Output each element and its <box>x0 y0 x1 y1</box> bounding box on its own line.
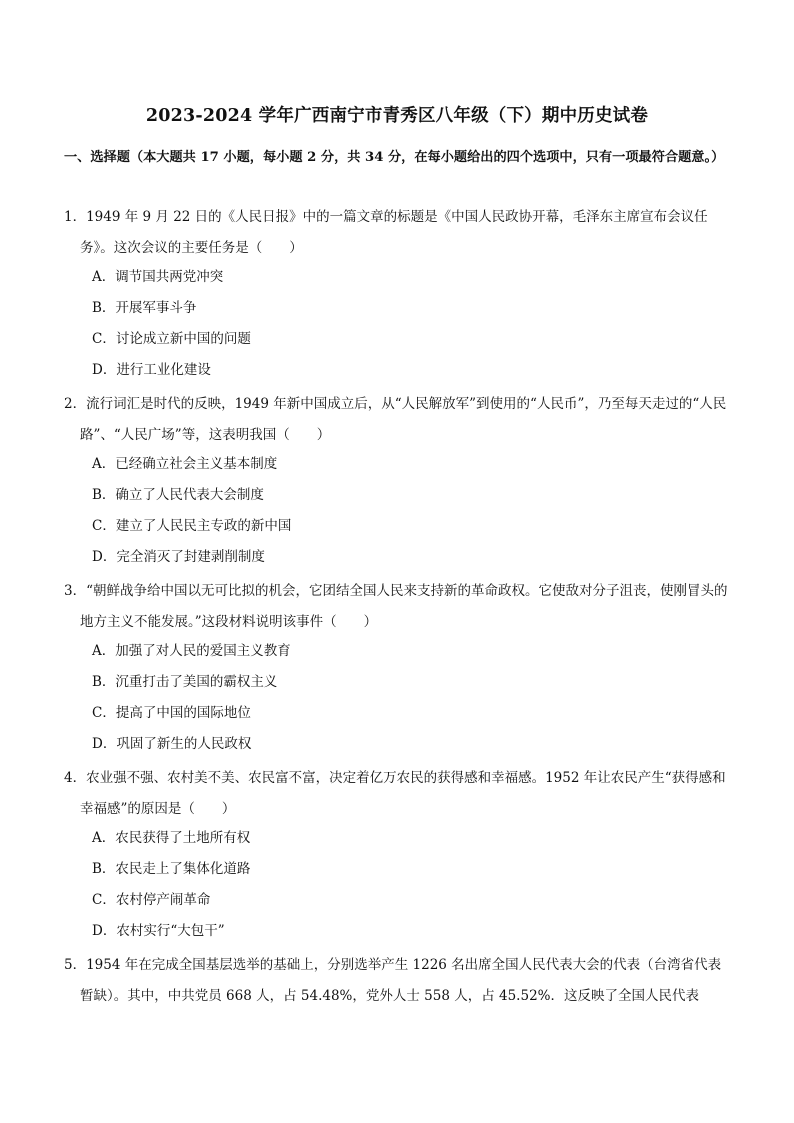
question-3-option-b: B．沉重打击了美国的霸权主义 <box>92 674 278 690</box>
question-4 <box>64 763 730 825</box>
question-2-option-b: B．确立了人民代表大会制度 <box>92 487 264 503</box>
question-stem: 4．农业强不强、农村美不美、农民富不富，决定着亿万农民的获得感和幸福感。1952 年让农民产生“获得感和幸福感”的原因是（ ） <box>64 770 726 817</box>
question-stem: 3．“朝鲜战争给中国以无可比拟的机会，它团结全国人民来支持新的革命政权。它使敌对分子沮丧，使刚冒头的地方主义不能发展。”这段材料说明该事件（ ） <box>64 583 728 630</box>
question-4-option-b: B．农民走上了集体化道路 <box>92 861 251 877</box>
question-3 <box>64 576 730 638</box>
question-4-option-a: A．农民获得了土地所有权 <box>92 830 251 846</box>
question-1-option-c: C．讨论成立新中国的问题 <box>92 331 251 347</box>
question-3-option-a: A．加强了对人民的爱国主义教育 <box>92 643 291 659</box>
question-2-option-a: A．已经确立社会主义基本制度 <box>92 456 278 472</box>
question-2-option-d: D．完全消灭了封建剥削制度 <box>92 549 265 565</box>
question-3-option-c: C．提高了中国的国际地位 <box>92 705 251 721</box>
exam-title: 2023-2024 学年广西南宁市青秀区八年级（下）期中历史试卷 <box>145 106 649 126</box>
question-stem: 5．1954 年在完成全国基层选举的基础上，分别选举产生 1226 名出席全国人民代表大会的代表（台湾省代表暂缺）。其中，中共党员 668 人，占 54.48%，党外人士 558 人，占 45.52%．这反映了全国人民代表 <box>64 957 722 1004</box>
question-1-option-b: B．开展军事斗争 <box>92 300 197 316</box>
question-2 <box>64 389 730 451</box>
question-4-option-c: C．农村停产闹革命 <box>92 892 211 908</box>
question-stem: 1．1949 年 9 月 22 日的《人民日报》中的一篇文章的标题是《中国人民政协开幕，毛泽东主席宣布会议任务》。这次会议的主要任务是（ ） <box>64 209 708 256</box>
question-1 <box>64 202 730 264</box>
question-stem: 2．流行词汇是时代的反映，1949 年新中国成立后，从“人民解放军”到使用的“人民币”，乃至每天走过的“人民路”、“人民广场”等，这表明我国（ ） <box>64 396 727 443</box>
question-5 <box>64 950 730 1012</box>
question-1-option-d: D．进行工业化建设 <box>92 362 211 378</box>
question-1-option-a: A．调节国共两党冲突 <box>92 269 224 285</box>
question-2-option-c: C．建立了人民民主专政的新中国 <box>92 518 292 534</box>
question-3-option-d: D．巩固了新生的人民政权 <box>92 736 252 752</box>
section-heading: 一、选择题（本大题共 17 小题，每小题 2 分，共 34 分，在每小题给出的四个选项中，只有一项最符合题意。） <box>64 150 725 165</box>
question-4-option-d: D．农村实行“大包干” <box>92 923 225 939</box>
